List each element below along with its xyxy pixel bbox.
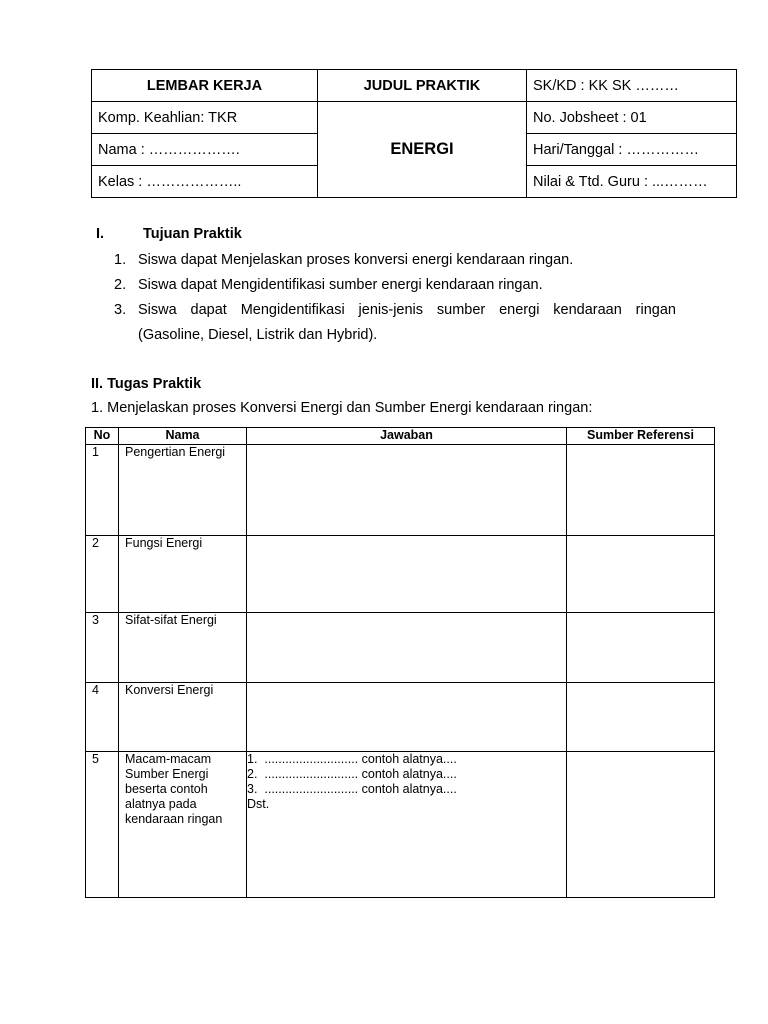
item-number: 2. xyxy=(114,277,127,293)
reference-cell[interactable] xyxy=(567,683,715,752)
task-table xyxy=(85,427,715,898)
answer-cell[interactable] xyxy=(247,613,567,683)
table-row xyxy=(86,752,715,898)
section1-number: I. xyxy=(96,226,105,242)
lembar-kerja-cell: LEMBAR KERJA xyxy=(92,70,318,102)
item-number: 1. xyxy=(114,252,127,268)
objectives-list xyxy=(114,248,676,348)
row-number: 1 xyxy=(86,445,119,536)
item-text: Siswa dapat Mengidentifikasi jenis-jenis sumber energi kendaraan ringan (Gasoline, Diesel, Listrik dan Hybrid). xyxy=(138,302,676,343)
hari-tanggal-cell: Hari/Tanggal : …………… xyxy=(527,134,737,166)
answer-cell[interactable] xyxy=(247,536,567,613)
reference-cell[interactable] xyxy=(567,536,715,613)
nama-cell: Nama : ………………. xyxy=(92,134,318,166)
answer-line: 2. ........................... contoh alatnya.... xyxy=(247,767,457,781)
answer-line: 3. ........................... contoh alatnya.... xyxy=(247,782,457,796)
table-row xyxy=(86,445,715,536)
row-nama: Macam-macam Sumber Energi beserta contoh alatnya pada kendaraan ringan xyxy=(119,752,247,898)
title-cell: ENERGI xyxy=(318,102,527,198)
table-row xyxy=(86,536,715,613)
list-item xyxy=(114,273,676,298)
no-jobsheet-cell: No. Jobsheet : 01 xyxy=(527,102,737,134)
row-nama: Sifat-sifat Energi xyxy=(119,613,247,683)
row-number: 3 xyxy=(86,613,119,683)
header-jawaban: Jawaban xyxy=(247,428,567,445)
reference-cell[interactable] xyxy=(567,752,715,898)
list-item xyxy=(114,298,676,348)
item-number: 3. xyxy=(114,302,127,318)
komp-keahlian-cell: Komp. Keahlian: TKR xyxy=(92,102,318,134)
list-item xyxy=(114,248,676,273)
header-table xyxy=(91,69,737,198)
answer-cell[interactable] xyxy=(247,445,567,536)
section2-title: II. Tugas Praktik xyxy=(91,376,202,392)
judul-praktik-cell: JUDUL PRAKTIK xyxy=(318,70,527,102)
answer-line: Dst. xyxy=(247,797,270,811)
reference-cell[interactable] xyxy=(567,613,715,683)
section1-title: Tujuan Praktik xyxy=(143,226,242,242)
item-text: Siswa dapat Mengidentifikasi sumber energi kendaraan ringan. xyxy=(138,277,543,293)
header-sumber-referensi: Sumber Referensi xyxy=(567,428,715,445)
row-nama: Fungsi Energi xyxy=(119,536,247,613)
row-nama: Konversi Energi xyxy=(119,683,247,752)
header-no: No xyxy=(86,428,119,445)
row-number: 4 xyxy=(86,683,119,752)
task-intro: 1. Menjelaskan proses Konversi Energi dan Sumber Energi kendaraan ringan: xyxy=(91,400,593,416)
kelas-cell: Kelas : ……………….. xyxy=(92,166,318,198)
sk-kd-cell: SK/KD : KK SK ……… xyxy=(527,70,737,102)
item-text: Siswa dapat Menjelaskan proses konversi energi kendaraan ringan. xyxy=(138,252,574,268)
answer-cell[interactable] xyxy=(247,683,567,752)
reference-cell[interactable] xyxy=(567,445,715,536)
answer-cell[interactable] xyxy=(247,752,567,898)
table-row xyxy=(86,683,715,752)
table-row xyxy=(86,613,715,683)
answer-line: 1. ........................... contoh alatnya.... xyxy=(247,752,457,766)
header-nama: Nama xyxy=(119,428,247,445)
nilai-cell: Nilai & Ttd. Guru : ...……… xyxy=(527,166,737,198)
row-nama: Pengertian Energi xyxy=(119,445,247,536)
row-number: 2 xyxy=(86,536,119,613)
row-number: 5 xyxy=(86,752,119,898)
